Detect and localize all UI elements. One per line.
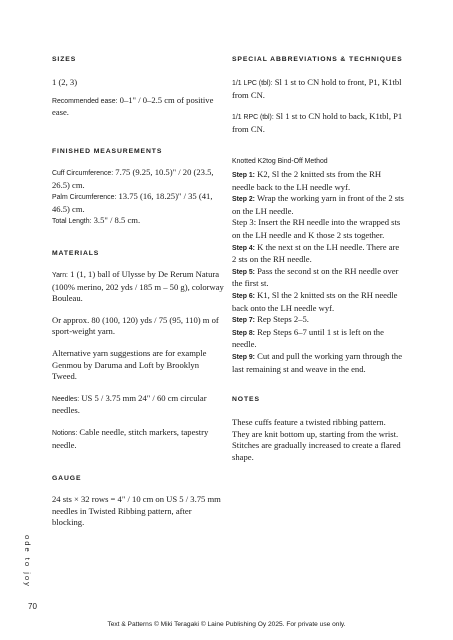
rpc-value: Sl 1 st to CN hold to back, K1tbl, P1 from CN. (232, 111, 403, 134)
finished-heading: FINISHED MEASUREMENTS (52, 148, 163, 155)
sizes-heading: SIZES (52, 56, 77, 63)
materials-heading: MATERIALS (52, 250, 100, 257)
notes-section (232, 396, 404, 463)
step-5-value: Pass the second st on the RH needle over the first st. (232, 265, 399, 289)
bindoff-title: Knotted K2tog Bind-Off Method (232, 158, 328, 165)
notions-label: Notions: (52, 429, 78, 437)
total-length (52, 215, 224, 228)
step-7-label: Step 7: (232, 317, 255, 325)
step-1-value: K2, Sl the 2 knitted sts from the RH needle back to the LH needle wyf. (232, 169, 382, 192)
yarn-value: 1 (1, 1) ball of Ulysse by De Rerum Natura (100% merino, 202 yds / 185 m – 50 g), colorway Bouleau. (52, 269, 224, 304)
page-number: 70 (28, 602, 37, 611)
step-2 (232, 193, 404, 217)
step-4-label: Step 4: (232, 244, 255, 252)
cuff-value: 7.75 (9.25, 10.5)" / 20 (23.5, 26.5) cm. (52, 167, 214, 190)
step-7 (232, 314, 404, 327)
length-value: 3.5" / 8.5 cm. (91, 215, 141, 226)
step-8-label: Step 8: (232, 329, 255, 337)
step-5-label: Step 5: (232, 268, 255, 276)
palm-value: 13.75 (16, 18.25)" / 35 (41, 46.5) cm. (52, 191, 213, 214)
step-4-value: K the next st on the LH needle. There are 2 sts on the RH needle. (232, 241, 400, 265)
step-3-value: Step 3: Insert the RH needle into the wrapped sts on the LH needle and K those 2 sts together. (232, 217, 401, 240)
length-label: Total Length: (52, 218, 92, 226)
abbreviations-heading: SPECIAL ABBREVIATIONS & TECHNIQUES (232, 56, 403, 63)
gauge-section (52, 475, 224, 529)
bindoff-section (232, 158, 404, 375)
sizes-value: 1 (2, 3) (52, 77, 78, 87)
cuff-label: Cuff Circumference: (52, 170, 114, 177)
step-9-label: Step 9: (232, 353, 255, 361)
needles-text (52, 393, 224, 417)
materials-section (52, 250, 224, 451)
step-8 (232, 327, 404, 351)
ease-value: 0–1" / 0–2.5 cm of positive ease. (52, 94, 214, 118)
notes-heading: NOTES (232, 396, 260, 403)
ease-label: Recommended ease: (52, 97, 118, 105)
rpc-text (232, 111, 404, 135)
alternatives-text: Alternative yarn suggestions are for example Genmou by Daruma and Loft by Brooklyn Tweed. (52, 347, 207, 382)
notions-text (52, 427, 224, 451)
palm-label: Palm Circumference: (52, 194, 117, 202)
notions-value: Cable needle, stitch markers, tapestry needle. (52, 426, 209, 450)
sizes-section (52, 56, 224, 119)
lpc-value: Sl 1 st to CN hold to front, P1, K1tbl from CN. (232, 77, 402, 100)
copyright-footer: Text & Patterns © Miki Teragaki © Laine Publishing Oy 2025. For private use only. (107, 621, 346, 628)
finished-measurements-section (52, 148, 224, 228)
lpc-label: 1/1 LPC (tbl): (232, 80, 273, 87)
lpc-text (232, 77, 404, 101)
recommended-ease (52, 95, 224, 119)
step-1 (232, 169, 404, 193)
step-3 (232, 217, 404, 241)
yarn-text (52, 269, 224, 305)
rpc-label: 1/1 RPC (tbl): (232, 114, 274, 122)
step-9-value: Cut and pull the working yarn through the last remaining st and weave in the end. (232, 350, 403, 374)
notes-text: These cuffs feature a twisted ribbing pattern. They are knit bottom up, starting from the wrist. Stitches are gradually increased to create a flared shape. (232, 417, 401, 462)
step-9 (232, 351, 404, 375)
step-6-label: Step 6: (232, 292, 255, 300)
side-title: ode to joy (23, 535, 32, 588)
step-1-label: Step 1: (232, 172, 255, 179)
step-2-label: Step 2: (232, 196, 255, 204)
gauge-heading: GAUGE (52, 475, 82, 482)
needles-value: US 5 / 3.75 mm 24" / 60 cm circular needles. (52, 392, 207, 416)
approx-text: Or approx. 80 (100, 120) yds / 75 (95, 110) m of sport-weight yarn. (52, 314, 219, 337)
cuff-circumference (52, 167, 224, 191)
step-7-value: Rep Steps 2–5. (254, 314, 309, 325)
step-6 (232, 290, 404, 314)
step-2-value: Wrap the working yarn in front of the 2 sts on the LH needle. (232, 193, 404, 216)
abbreviations-section (232, 56, 404, 135)
needles-label: Needles: (52, 395, 80, 403)
step-6-value: K1, Sl the 2 knitted sts on the RH needle back onto the LH needle wyf. (232, 289, 398, 313)
step-5 (232, 266, 404, 290)
yarn-label: Yarn: (52, 272, 68, 279)
step-8-value: Rep Steps 6–7 until 1 st is left on the needle. (232, 326, 384, 350)
gauge-text: 24 sts × 32 rows = 4" / 10 cm on US 5 / 3.75 mm needles in Twisted Ribbing pattern, after blocking. (52, 494, 221, 528)
palm-circumference (52, 191, 224, 215)
step-4 (232, 242, 404, 266)
